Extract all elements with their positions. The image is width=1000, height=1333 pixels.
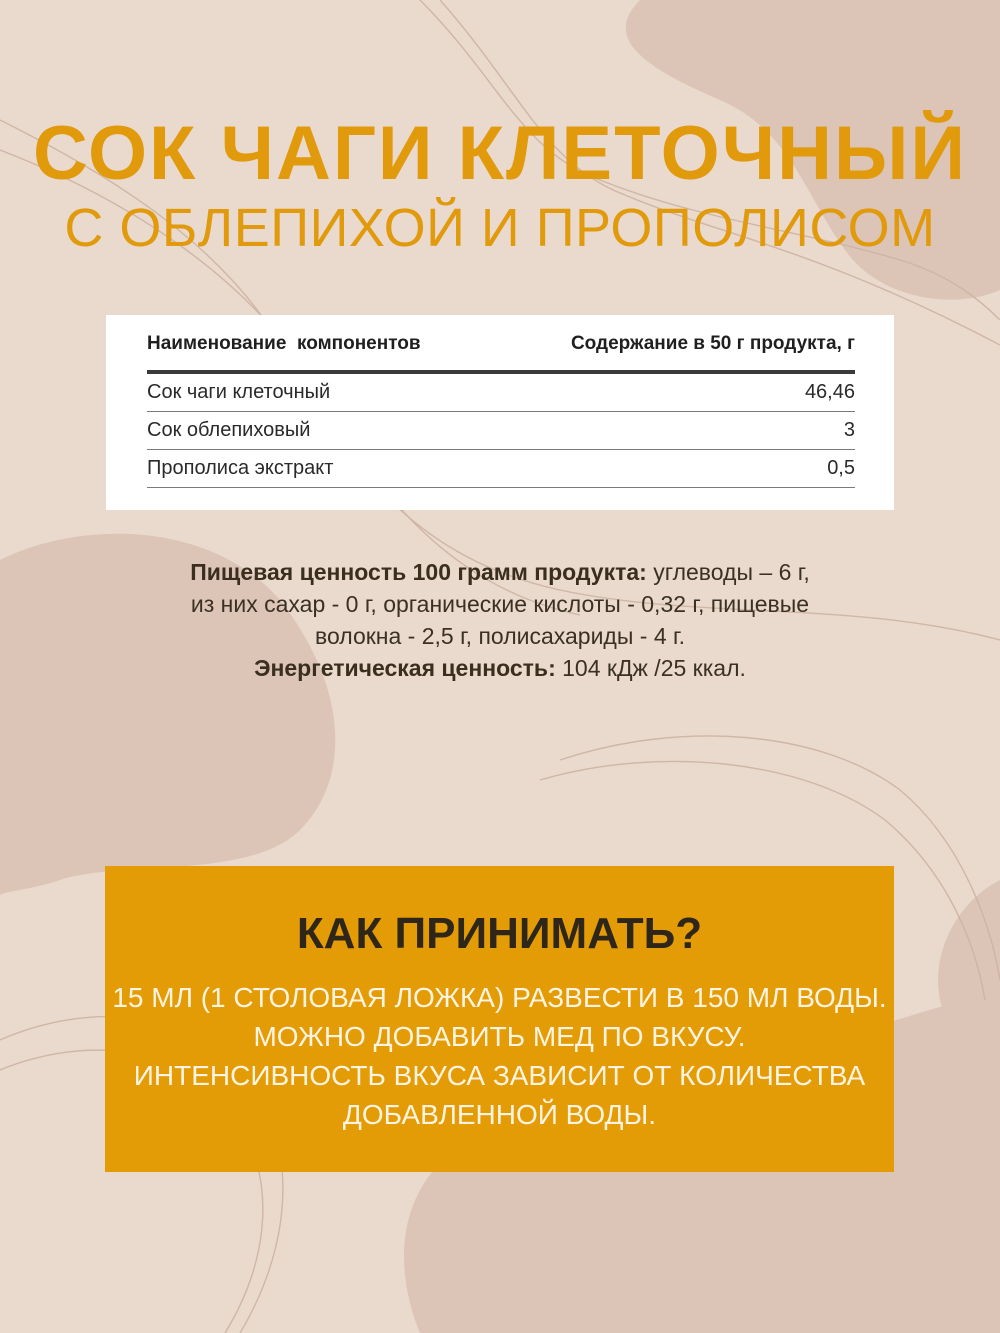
nutrition-label: Пищевая ценность 100 грамм продукта:: [190, 559, 647, 585]
product-subtitle: С ОБЛЕПИХОЙ И ПРОПОЛИСОМ: [64, 198, 936, 258]
how-to-use-instructions: [105, 978, 894, 1134]
table-header: [147, 318, 855, 374]
header-content-value: Содержание в 50 г продукта, г: [570, 333, 855, 354]
instruction-line: ИНТЕНСИВНОСТЬ ВКУСА ЗАВИСИТ ОТ КОЛИЧЕСТВА: [133, 1060, 866, 1091]
row-component-value: 0,5: [827, 457, 855, 479]
energy-label: Энергетическая ценность:: [254, 655, 556, 681]
row-component-value: 3: [843, 419, 855, 441]
nutrition-info: [100, 556, 900, 684]
table-row: [147, 412, 855, 450]
header-component-name: Наименование компонентов: [147, 333, 421, 354]
how-to-use-title: КАК ПРИНИМАТЬ?: [296, 909, 703, 958]
nutrition-line-3: волокна - 2,5 г, полисахариды - 4 г.: [315, 623, 685, 649]
instruction-line: МОЖНО ДОБАВИТЬ МЕД ПО ВКУСУ.: [253, 1021, 746, 1052]
how-to-use-panel: [105, 866, 894, 1172]
table-row: [147, 450, 855, 488]
row-component-name: Сок облепиховый: [147, 419, 311, 441]
energy-value: 104 кДж /25 ккал.: [555, 655, 746, 681]
composition-table: [147, 315, 855, 488]
energy-line: [100, 652, 900, 684]
nutrition-carbs: углеводы – 6 г,: [646, 559, 810, 585]
instruction-line: 15 МЛ (1 СТОЛОВАЯ ЛОЖКА) РАЗВЕСТИ В 150 МЛ ВОДЫ.: [112, 982, 887, 1013]
row-component-name: Сок чаги клеточный: [147, 381, 331, 403]
nutrition-line-2: из них сахар - 0 г, органические кислоты - 0,32 г, пищевые: [190, 591, 810, 617]
instruction-line: ДОБАВЛЕННОЙ ВОДЫ.: [342, 1099, 657, 1130]
composition-table-card: [106, 315, 894, 510]
table-row: [147, 374, 855, 412]
row-component-value: 46,46: [804, 381, 855, 403]
product-title: СОК ЧАГИ КЛЕТОЧНЫЙ: [32, 111, 968, 196]
nutrition-line-1: [100, 556, 900, 588]
row-component-name: Прополиса экстракт: [147, 457, 334, 479]
